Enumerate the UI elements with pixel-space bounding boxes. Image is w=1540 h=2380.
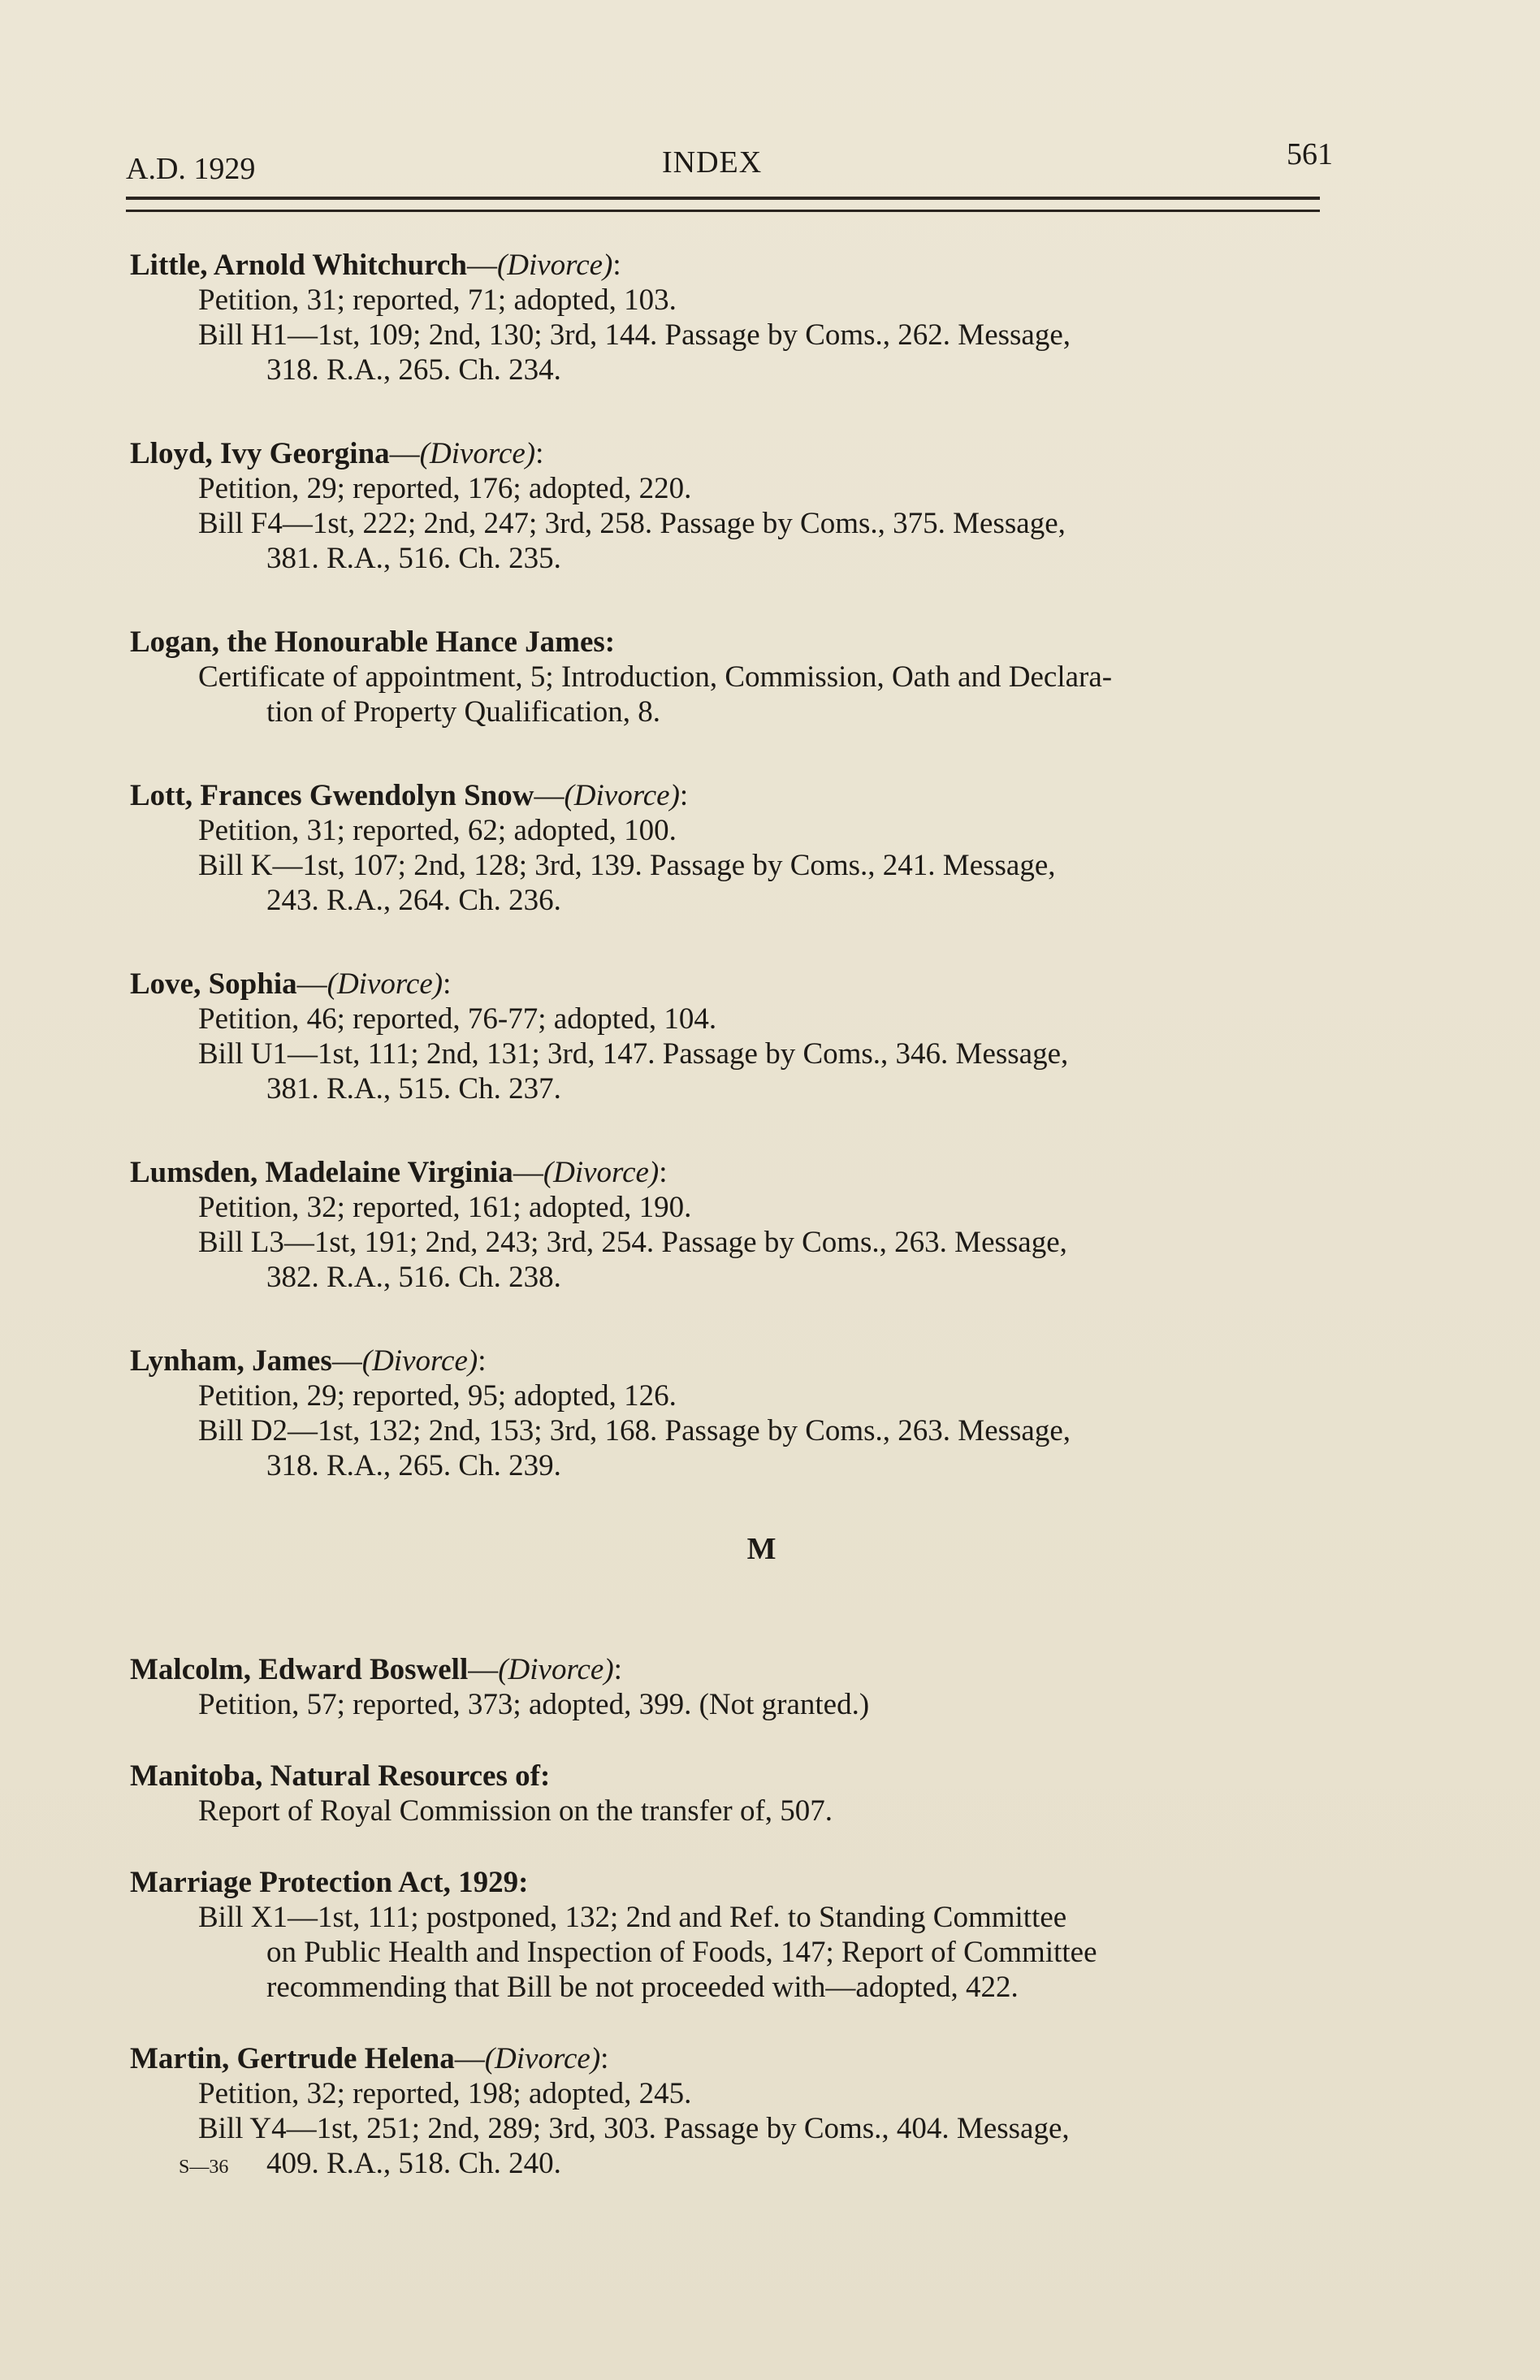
entry-type: (Divorce) — [498, 1653, 614, 1686]
entry-type: (Divorce) — [327, 967, 443, 1001]
entry-line: Bill L3—1st, 191; 2nd, 243; 3rd, 254. Passage by Coms., 263. Message, — [198, 1226, 1067, 1259]
entry-heading: Lynham, James—(Divorce): — [130, 1344, 487, 1378]
entry-line: Petition, 57; reported, 373; adopted, 399. (Not granted.) — [198, 1688, 870, 1721]
entry-name: Lott, Frances Gwendolyn Snow — [130, 779, 534, 812]
entry-name: Manitoba, Natural Resources of: — [130, 1759, 551, 1793]
entry-heading: Lott, Frances Gwendolyn Snow—(Divorce): — [130, 779, 689, 812]
entry-line: Bill X1—1st, 111; postponed, 132; 2nd and Ref. to Standing Committee — [198, 1901, 1067, 1934]
entry-line: Bill U1—1st, 111; 2nd, 131; 3rd, 147. Passage by Coms., 346. Message, — [198, 1037, 1069, 1071]
entry-heading: Martin, Gertrude Helena—(Divorce): — [130, 2042, 609, 2075]
entry-line: tion of Property Qualification, 8. — [266, 695, 661, 729]
entry-name: Lumsden, Madelaine Virginia — [130, 1156, 513, 1189]
entry-line: Petition, 32; reported, 161; adopted, 190. — [198, 1191, 692, 1224]
entry-name: Malcolm, Edward Boswell — [130, 1653, 469, 1686]
entry-line: Bill H1—1st, 109; 2nd, 130; 3rd, 144. Passage by Coms., 262. Message, — [198, 318, 1071, 352]
entry-line: Bill K—1st, 107; 2nd, 128; 3rd, 139. Passage by Coms., 241. Message, — [198, 849, 1056, 882]
entry-line: Bill F4—1st, 222; 2nd, 247; 3rd, 258. Passage by Coms., 375. Message, — [198, 507, 1066, 540]
entry-line: Petition, 31; reported, 62; adopted, 100. — [198, 814, 677, 847]
entry-heading: Malcolm, Edward Boswell—(Divorce): — [130, 1653, 622, 1686]
running-header — [126, 136, 1333, 185]
entry-heading — [130, 625, 1348, 660]
entry-line: 381. R.A., 516. Ch. 235. — [266, 542, 561, 575]
entry-type: (Divorce) — [419, 437, 536, 470]
index-body — [130, 248, 1348, 2218]
index-entry — [130, 436, 1348, 576]
index-entry — [130, 1865, 1348, 2005]
entry-type: (Divorce) — [543, 1156, 660, 1189]
header-title: INDEX — [662, 145, 763, 180]
index-entry — [130, 2041, 1348, 2181]
entry-line: recommending that Bill be not proceeded with—adopted, 422. — [266, 1971, 1019, 2004]
entry-name: Marriage Protection Act, 1929: — [130, 1866, 529, 1899]
entry-name: Martin, Gertrude Helena — [130, 2042, 455, 2075]
entry-line: Petition, 31; reported, 71; adopted, 103. — [198, 283, 677, 317]
index-entry — [130, 248, 1348, 387]
entry-line: Petition, 29; reported, 95; adopted, 126. — [198, 1379, 677, 1413]
page-number: 561 — [1287, 137, 1333, 171]
entry-line: Bill Y4—1st, 251; 2nd, 289; 3rd, 303. Passage by Coms., 404. Message, — [198, 2112, 1070, 2145]
index-entry — [130, 625, 1348, 729]
entry-name: Logan, the Honourable Hance James: — [130, 625, 616, 659]
section-letter: M — [746, 1532, 776, 1566]
entry-line: 409. R.A., 518. Ch. 240. — [266, 2147, 561, 2180]
header-year: A.D. 1929 — [126, 152, 256, 186]
entry-heading: Lumsden, Madelaine Virginia—(Divorce): — [130, 1156, 668, 1189]
entry-line: Petition, 46; reported, 76-77; adopted, 104. — [198, 1002, 717, 1036]
entry-type: (Divorce) — [564, 779, 680, 812]
entry-line: 382. R.A., 516. Ch. 238. — [266, 1261, 561, 1294]
signature-mark: S—36 — [179, 2157, 229, 2178]
header-rule-double — [126, 210, 1320, 212]
index-entry — [130, 1155, 1348, 1295]
entry-line: Bill D2—1st, 132; 2nd, 153; 3rd, 168. Passage by Coms., 263. Message, — [198, 1414, 1071, 1447]
index-entry — [130, 778, 1348, 918]
entry-line: 243. R.A., 264. Ch. 236. — [266, 884, 561, 917]
entry-line: Report of Royal Commission on the transfer of, 507. — [198, 1794, 833, 1828]
entry-line: Petition, 32; reported, 198; adopted, 245. — [198, 2077, 692, 2110]
entry-heading — [130, 1759, 1348, 1794]
entry-name: Lynham, James — [130, 1344, 332, 1378]
entry-heading: Love, Sophia—(Divorce): — [130, 967, 452, 1001]
index-entry — [130, 1652, 1348, 1722]
entry-line: 318. R.A., 265. Ch. 234. — [266, 353, 561, 387]
entry-heading — [130, 1865, 1348, 1900]
index-entry — [130, 967, 1348, 1106]
entry-heading: Lloyd, Ivy Georgina—(Divorce): — [130, 437, 544, 470]
entry-name: Little, Arnold Whitchurch — [130, 249, 467, 282]
header-rule — [126, 197, 1320, 200]
entry-line: Certificate of appointment, 5; Introduction, Commission, Oath and Declara- — [198, 660, 1113, 694]
entry-type: (Divorce) — [361, 1344, 478, 1378]
entry-type: (Divorce) — [484, 2042, 601, 2075]
entry-line: Petition, 29; reported, 176; adopted, 220. — [198, 472, 692, 505]
entry-line: on Public Health and Inspection of Foods, 147; Report of Committee — [266, 1936, 1097, 1969]
entry-heading: Little, Arnold Whitchurch—(Divorce): — [130, 249, 621, 282]
entry-name: Lloyd, Ivy Georgina — [130, 437, 390, 470]
entry-line: 318. R.A., 265. Ch. 239. — [266, 1449, 561, 1482]
entry-line: 381. R.A., 515. Ch. 237. — [266, 1072, 561, 1106]
entry-type: (Divorce) — [496, 249, 613, 282]
entry-name: Love, Sophia — [130, 967, 297, 1001]
index-entry — [130, 1759, 1348, 1828]
index-entry — [130, 1344, 1348, 1483]
